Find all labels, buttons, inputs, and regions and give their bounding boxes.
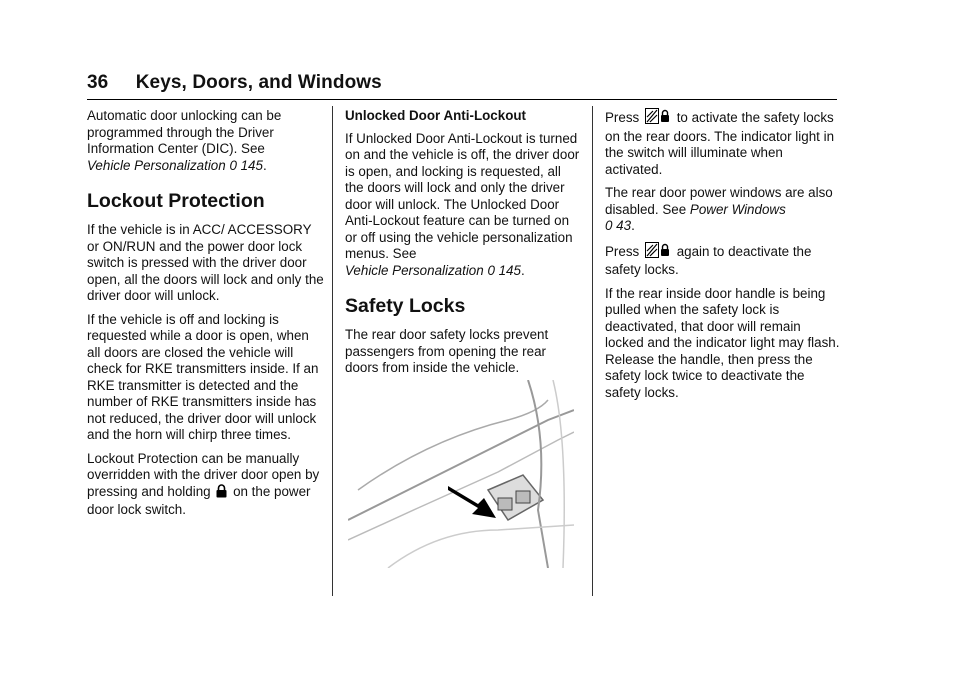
page-header <box>87 72 837 94</box>
vehicle-personalization-link[interactable]: Vehicle Personalization <box>87 157 226 173</box>
lockout-paragraph-3: Lockout Protection can be manually overridden with the driver door open by pressing and holding on the power door lock switch. <box>87 450 320 517</box>
safety-paragraph-4: If the rear inside door handle is being pulled when the safety lock is deactivated, that door will remain locked and the indicator light may flash. Release the handle, then press the safety lock twice to deactivate the safety locks. <box>605 285 840 400</box>
vehicle-personalization-link[interactable]: Vehicle Personalization <box>345 262 484 278</box>
header-rule <box>87 99 837 100</box>
column-2 <box>345 108 583 384</box>
lockout-protection-heading: Lockout Protection <box>87 190 265 212</box>
intro-paragraph: Automatic door unlocking can be programmed through the Driver Information Center (DIC). See Vehicle Personalization 0 145. <box>87 108 282 173</box>
safety-paragraph-2: The rear door power windows are also disabled. See Power Windows 0 43. <box>605 185 833 233</box>
lockout-paragraph-1: If the vehicle is in ACC/ ACCESSORY or ON/RUN and the power door lock switch is pressed with the driver door open, all the doors will lock and only the driver door will unlock. <box>87 222 324 303</box>
power-windows-link[interactable]: Power Windows <box>689 201 786 217</box>
page-ref[interactable]: 0 43 <box>605 218 632 233</box>
page-ref[interactable]: 0 145 <box>229 157 263 173</box>
lockout-paragraph-2: If the vehicle is off and locking is requested while a door is open, when all doors are closed the vehicle will check for RKE transmitters inside. If an RKE transmitter is detected and the number of RKE transmitters inside has not reduced, the driver door will unlock and the horn will chirp three times. <box>87 311 319 442</box>
door-panel-illustration <box>348 380 574 568</box>
safety-locks-paragraph: The rear door safety locks prevent passengers from opening the rear doors from inside the vehicle. <box>345 327 549 375</box>
page-number: 36 <box>87 72 109 93</box>
child-window-lock-icon <box>645 108 671 129</box>
page-ref[interactable]: 0 145 <box>487 262 521 278</box>
column-divider-2 <box>592 106 593 596</box>
padlock-icon <box>216 484 227 503</box>
safety-locks-heading: Safety Locks <box>345 295 466 317</box>
column-1 <box>87 108 325 526</box>
anti-lockout-subheading: Unlocked Door Anti-Lockout <box>345 108 527 123</box>
child-window-lock-icon <box>645 242 671 263</box>
safety-paragraph-1: Press to activate the safety locks on the rear doors. The indicator light in the switch will illuminate when activated. <box>605 110 835 177</box>
anti-lockout-paragraph: If Unlocked Door Anti-Lockout is turned on and the vehicle is off, the driver door is open, and locking is requested, all the doors will lock and only the driver door will unlock. The Unlocked Door Anti-Lockout feature can be turned on or off using the vehicle personalization menus. See Vehicle Personalization 0 145. <box>345 130 580 278</box>
column-3 <box>605 108 843 408</box>
page-title: Keys, Doors, and Windows <box>135 72 382 93</box>
column-divider-1 <box>332 106 333 596</box>
safety-paragraph-3: Press again to deactivate the safety locks. <box>605 243 812 277</box>
